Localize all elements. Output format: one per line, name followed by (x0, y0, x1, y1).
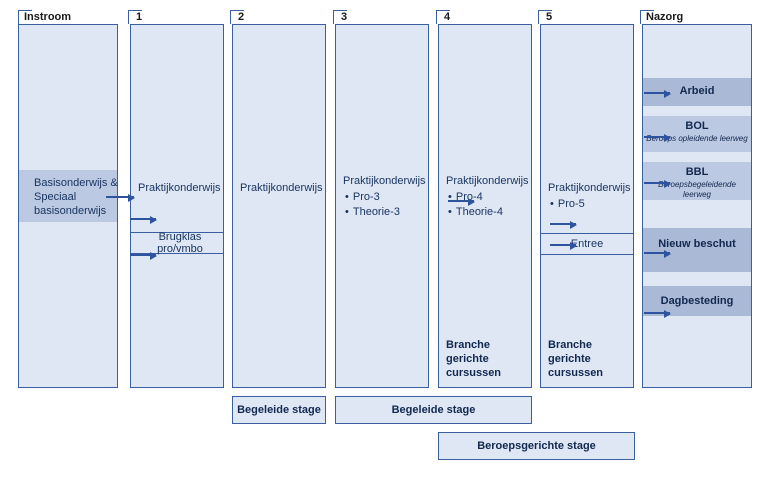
column-label-5: 5 (546, 11, 553, 23)
column-label-2: 2 (238, 11, 245, 23)
label-bbl: BBL (685, 166, 709, 178)
label-jaar2: Praktijkonderwijs (240, 182, 323, 194)
arrow-jaar1-down (130, 218, 156, 220)
bullets-jaar5 (550, 197, 634, 212)
sublabel-bbl: Beroepsbegeleidende leerweg (658, 180, 736, 199)
footer-jaar5: Branche gerichte cursussen (548, 339, 604, 379)
arrow-jaar5 (550, 223, 576, 225)
bullets-jaar3 (345, 190, 429, 220)
box-brugklas: Brugklas pro/vmbo (130, 232, 224, 254)
bullet-pro4: • Pro-4 (448, 190, 532, 205)
box-entree: Entree (540, 233, 634, 255)
label-jaar5: Praktijkonderwijs (548, 182, 631, 194)
arrow-instroom-to-jaar1 (106, 196, 134, 198)
label-jaar4: Praktijkonderwijs (446, 175, 529, 187)
column-jaar2 (232, 24, 326, 388)
label-jaar3: Praktijkonderwijs (343, 175, 426, 187)
label-jaar1: Praktijkonderwijs (138, 182, 221, 194)
footer-jaar4: Branche gerichte cursussen (446, 339, 502, 379)
bullets-jaar4 (448, 190, 532, 220)
arrow-jaar4 (448, 200, 474, 202)
label-arbeid: Arbeid (679, 85, 715, 97)
column-label-1: 1 (136, 11, 143, 23)
bullet-pro5: • Pro-5 (550, 197, 634, 212)
sublabel-bol: Beroeps opleidende leerweg (646, 134, 748, 143)
bullet-theorie3: • Theorie-3 (345, 205, 429, 220)
label-bol: BOL (685, 120, 709, 132)
arrow-dagbesteding (644, 312, 670, 314)
column-label-nazorg: Nazorg (646, 11, 684, 23)
column-label-3: 3 (341, 11, 348, 23)
label-nieuw-beschut: Nieuw beschut (658, 238, 736, 250)
bullet-pro3: • Pro-3 (345, 190, 429, 205)
band-nieuw-beschut (643, 228, 751, 272)
bullet-theorie4: • Theorie-4 (448, 205, 532, 220)
stage-begeleide-stage-1: Begeleide stage (232, 396, 326, 424)
column-label-instroom: Instroom (24, 11, 72, 23)
label-basisonderwijs: Basisonderwijs & Speciaal basisonderwijs (34, 177, 118, 217)
label-dagbesteding: Dagbesteding (660, 295, 734, 307)
arrow-bol (644, 136, 670, 138)
arrow-arbeid (644, 92, 670, 94)
stage-begeleide-stage-2: Begeleide stage (335, 396, 532, 424)
stage-beroepsgerichte-stage: Beroepsgerichte stage (438, 432, 635, 460)
arrow-entree (550, 244, 576, 246)
arrow-bbl (644, 182, 670, 184)
arrow-nieuw-beschut (644, 252, 670, 254)
column-jaar1 (130, 24, 224, 388)
arrow-brugklas (130, 254, 156, 256)
column-label-4: 4 (444, 11, 451, 23)
